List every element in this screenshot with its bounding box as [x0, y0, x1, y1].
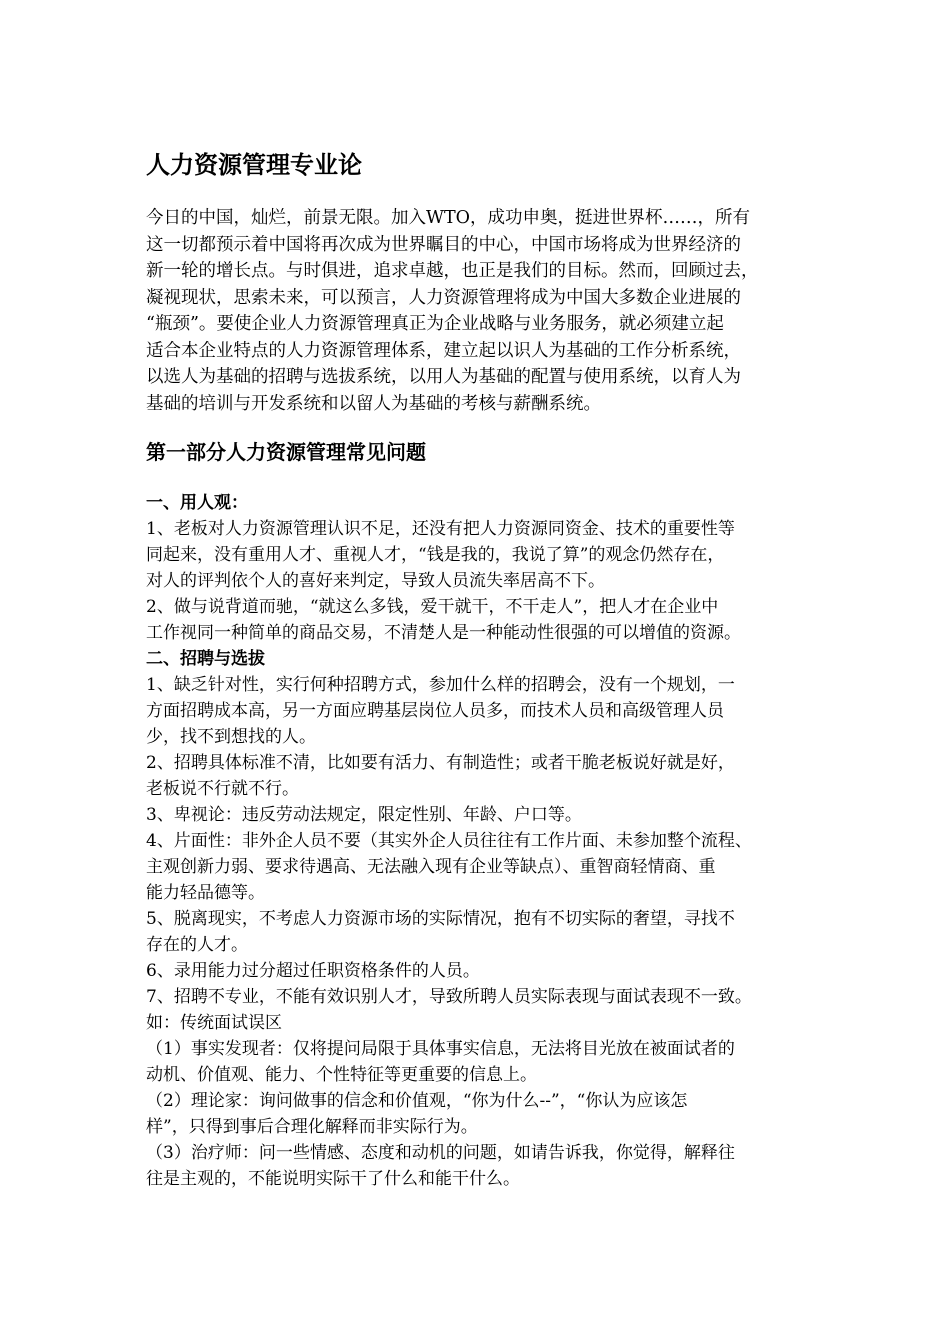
body-line: 存在的人才。: [146, 935, 248, 955]
intro-line: 这一切都预示着中国将再次成为世界瞩目的中心，中国市场将成为世界经济的: [146, 234, 741, 255]
body-line: 4、片面性：非外企人员不要（其实外企人员往往有工作片面、未参加整个流程、: [146, 831, 752, 851]
body-line: 少，找不到想找的人。: [146, 727, 316, 747]
body-line: 2、做与说背道而驰，“就这么多钱，爱干就干，不干走人”，把人才在企业中: [146, 597, 719, 617]
body-line: 5、脱离现实，不考虑人力资源市场的实际情况，抱有不切实际的奢望，寻找不: [146, 909, 735, 929]
body-line: （3）治疗师：问一些情感、态度和动机的问题，如请告诉我，你觉得，解释往: [146, 1143, 735, 1163]
body-line: 方面招聘成本高，另一方面应聘基层岗位人员多，而技术人员和高级管理人员: [146, 701, 724, 721]
section-body: [146, 490, 752, 1192]
intro-line: 凝视现状，思索未来，可以预言，人力资源管理将成为中国大多数企业进展的: [146, 287, 741, 308]
body-line: 动机、价值观、能力、个性特征等更重要的信息上。: [146, 1065, 537, 1085]
intro-line: 基础的培训与开发系统和以留人为基础的考核与薪酬系统。: [146, 393, 601, 414]
body-line: 往是主观的，不能说明实际干了什么和能干什么。: [146, 1169, 520, 1189]
intro-line: “瓶颈”。要使企业人力资源管理真正为企业战略与业务服务，就必须建立起: [146, 314, 724, 334]
body-line: 1、老板对人力资源管理认识不足，还没有把人力资源同资金、技术的重要性等: [146, 519, 735, 539]
body-line: 能力轻品德等。: [146, 883, 265, 903]
body-line: 老板说不行就不行。: [146, 779, 299, 799]
body-line: 同起来，没有重用人才、重视人才，“钱是我的，我说了算”的观念仍然存在，: [146, 545, 725, 565]
intro-paragraph: [146, 205, 759, 417]
body-line: 主观创新力弱、要求待遇高、无法融入现有企业等缺点）、重智商轻情商、重: [146, 857, 716, 877]
body-line: （2）理论家：询问做事的信念和价值观，“你为什么--”，“你认为应该怎: [146, 1091, 688, 1111]
body-line: （1）事实发现者：仅将提问局限于具体事实信息，无法将目光放在被面试者的: [146, 1039, 735, 1059]
body-line: 样”，只得到事后合理化解释而非实际行为。: [146, 1117, 478, 1137]
body-line: 6、录用能力过分超过任职资格条件的人员。: [146, 961, 480, 981]
body-line: 7、招聘不专业，不能有效识别人才，导致所聘人员实际表现与面试表现不一致。: [146, 987, 752, 1007]
intro-line: 今日的中国，灿烂，前景无限。加入WTO，成功申奥，挺进世界杯……，所有: [146, 208, 751, 228]
intro-line: 适合本企业特点的人力资源管理体系，建立起以识人为基础的工作分析系统，: [146, 340, 741, 361]
intro-line: 新一轮的增长点。与时俱进，追求卓越，也正是我们的目标。然而，回顾过去，: [146, 261, 759, 281]
subsection-heading: 二、招聘与选拔: [146, 649, 265, 669]
body-line: 3、卑视论：违反劳动法规定，限定性别、年龄、户口等。: [146, 805, 582, 825]
body-line: 对人的评判依个人的喜好来判定，导致人员流失率居高不下。: [146, 571, 605, 591]
intro-line: 以选人为基础的招聘与选拔系统，以用人为基础的配置与使用系统，以育人为: [146, 367, 741, 387]
body-line: 1、缺乏针对性，实行何种招聘方式，参加什么样的招聘会，没有一个规划，一: [146, 675, 735, 695]
document-title: 人力资源管理专业论: [146, 150, 362, 179]
body-line: 如：传统面试误区: [146, 1013, 282, 1033]
body-line: 2、招聘具体标准不清，比如要有活力、有制造性；或者干脆老板说好就是好，: [146, 753, 735, 773]
subsection-heading: 一、用人观：: [146, 493, 248, 513]
section-title: 第一部分人力资源管理常见问题: [146, 440, 426, 464]
body-line: 工作视同一种简单的商品交易，不清楚人是一种能动性很强的可以增值的资源。: [146, 623, 741, 643]
